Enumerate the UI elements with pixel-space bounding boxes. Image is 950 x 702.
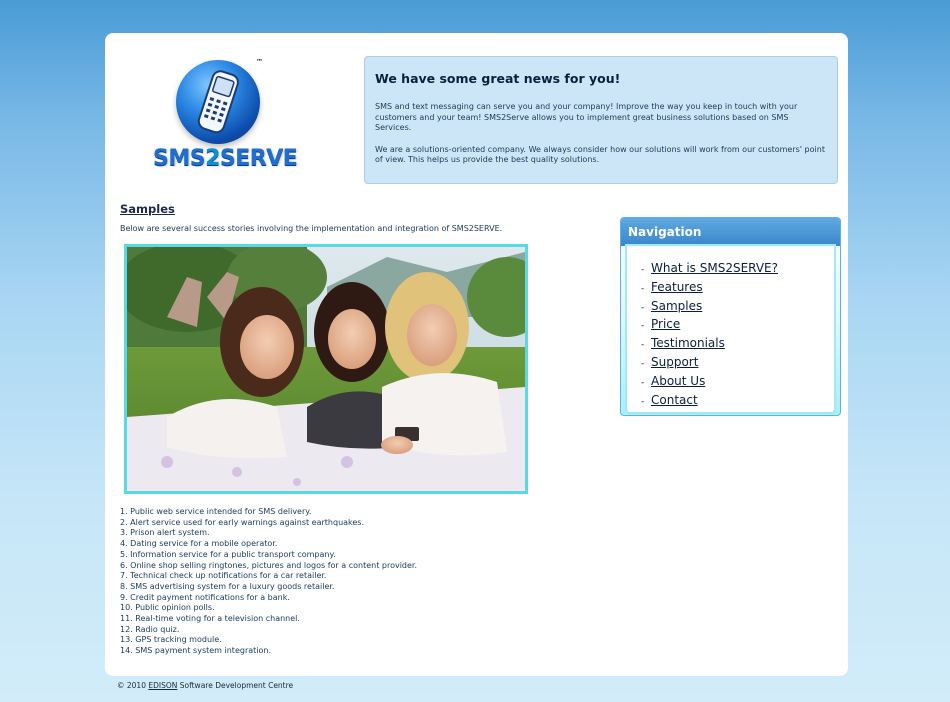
- list-item: 14. SMS payment system integration.: [120, 646, 271, 656]
- nav-link-samples[interactable]: Samples: [651, 298, 703, 313]
- list-item: 6. Online shop selling ringtones, pictures and logos for a content provider.: [120, 560, 418, 570]
- nav-link-price[interactable]: Price: [651, 317, 681, 332]
- samples-list: [120, 507, 417, 657]
- news-paragraph-2: We are a solutions-oriented company. We always consider how our solutions will work from our customers' point of view. This helps us provide the best quality solutions.: [375, 144, 825, 164]
- nav-item-samples: [641, 298, 834, 317]
- list-item: 4. Dating service for a mobile operator.: [120, 539, 278, 549]
- navigation-title: Navigation: [621, 218, 840, 246]
- list-item: 5. Information service for a public transport company.: [120, 549, 336, 559]
- logo-wordmark: [153, 146, 297, 171]
- nav-link-features[interactable]: Features: [651, 279, 703, 294]
- list-item: 11. Real-time voting for a television channel.: [120, 614, 300, 624]
- nav-link-about-us[interactable]: About Us: [651, 373, 706, 388]
- footer-company-suffix: Software Development Centre: [177, 681, 294, 690]
- footer-edison-link[interactable]: EDISON: [148, 681, 178, 690]
- navigation-body: [627, 246, 834, 412]
- footer-copyright: © 2010: [117, 681, 149, 690]
- news-title: We have some great news for you!: [375, 71, 621, 86]
- nav-item-price: [641, 316, 834, 335]
- nav-item-testimonials: [641, 335, 834, 354]
- list-item: 2. Alert service used for early warnings against earthquakes.: [120, 517, 365, 527]
- mobile-phone-icon: [195, 68, 243, 138]
- list-item: 12. Radio quiz.: [120, 624, 180, 634]
- logo-text-two: 2: [205, 146, 220, 171]
- logo-text-serve: SERVE: [219, 146, 298, 171]
- logo-text-sms: SMS: [153, 146, 206, 171]
- bullet-icon: -: [641, 283, 645, 294]
- news-paragraph-1: SMS and text messaging can serve you and your company! Improve the way you keep in touch with your customers and your team! SMS2Serve allows you to implement great business solutions based on SMS Services.: [375, 102, 798, 132]
- nav-item-features: [641, 279, 834, 298]
- list-item: 7. Technical check up notifications for a car retailer.: [120, 571, 327, 581]
- bullet-icon: -: [641, 358, 645, 369]
- nav-link-testimonials[interactable]: Testimonials: [651, 336, 725, 351]
- samples-photo: [124, 244, 528, 494]
- list-item: 1. Public web service intended for SMS delivery.: [120, 507, 312, 516]
- bullet-icon: -: [641, 340, 645, 351]
- samples-intro: Below are several success stories involving the implementation and integration of SMS2SERVE.: [120, 224, 503, 233]
- trademark-symbol: ™: [256, 58, 263, 66]
- nav-link-contact[interactable]: Contact: [651, 392, 698, 407]
- list-item: 9. Credit payment notifications for a bank.: [120, 592, 290, 602]
- bullet-icon: -: [641, 396, 645, 407]
- samples-heading: Samples: [120, 202, 175, 216]
- navigation-menu: [627, 246, 834, 410]
- main-content-panel: [105, 33, 848, 676]
- bullet-icon: -: [641, 377, 645, 388]
- bullet-icon: -: [641, 265, 645, 275]
- news-box: [364, 56, 838, 184]
- bullet-icon: -: [641, 302, 645, 313]
- nav-link-what-is[interactable]: What is SMS2SERVE?: [651, 261, 779, 275]
- bullet-icon: -: [641, 321, 645, 332]
- list-item: 8. SMS advertising system for a luxury goods retailer.: [120, 581, 335, 591]
- navigation-panel: [620, 217, 841, 416]
- nav-item-support: [641, 354, 834, 373]
- nav-link-support[interactable]: Support: [651, 354, 699, 369]
- footer: [117, 681, 293, 690]
- list-item: 10. Public opinion polls.: [120, 603, 215, 613]
- list-item: 3. Prison alert system.: [120, 528, 210, 538]
- nav-item-about-us: [641, 373, 834, 392]
- sms2serve-logo[interactable]: [151, 58, 311, 183]
- nav-item-contact: [641, 392, 834, 411]
- nav-item-what-is: [641, 260, 834, 279]
- list-item: 13. GPS tracking module.: [120, 635, 222, 645]
